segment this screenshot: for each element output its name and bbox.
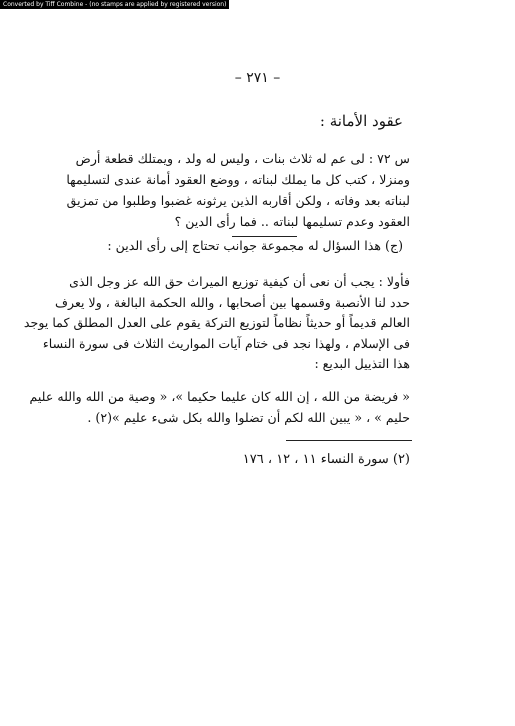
- question-paragraph: [66, 148, 410, 232]
- footnote-divider: [286, 440, 412, 441]
- answer-line: فأولا : يجب أن نعى أن كيفية توزيع الميراث حق الله عز وجل الذى: [69, 274, 410, 289]
- verse-line: حليم » ، « يبين الله لكم أن تضلوا والله بكل شىء عليم »(٢) .: [87, 410, 410, 425]
- answer-line: العالم قديماً أو حديثاً نظاماً لتوزيع التركة يقوم على العدل المطلق كما يوجد: [23, 315, 410, 330]
- converter-watermark: Converted by Tiff Combine - (no stamps are applied by registered version): [0, 0, 229, 9]
- answer-intro: (ج) هذا السؤال له مجموعة جوانب تحتاج إلى رأى الدين :: [107, 238, 403, 253]
- answer-paragraph: [23, 272, 410, 375]
- answer-line: حدد لنا الأنصبة وقسمها بين أصحابها ، والله الحكمة البالغة ، ولا يعرف: [54, 294, 410, 310]
- divider-line: [232, 236, 297, 237]
- question-line: س ٧٢ : لى عم له ثلاث بنات ، وليس له ولد ، ويمتلك قطعة أرض: [75, 151, 410, 166]
- question-line: العقود وعدم تسليمها لبناته .. فما رأى الدين ؟: [174, 214, 410, 229]
- verse-line: « فريضة من الله ، إن الله كان عليما حكيما »، « وصية من الله والله عليم: [29, 389, 410, 404]
- answer-line: فى الإسلام ، ولهذا نجد فى ختام آيات المواريث الثلاث فى سورة النساء: [42, 335, 410, 351]
- answer-line: هذا التذييل البديع :: [314, 356, 410, 371]
- section-heading: عقود الأمانة :: [319, 112, 403, 130]
- page-number: – ٢٧١ –: [234, 70, 281, 86]
- footnote: (٢) سورة النساء ١١ ، ١٢ ، ١٧٦: [242, 452, 410, 467]
- question-line: لبناته بعد وفاته ، ولكن أقاربه الذين يرثونه غضبوا وطلبوا من تمزيق: [66, 193, 410, 208]
- question-line: ومنزلا ، كتب كل ما يملك لبناته ، ووضع العقود أمانة عندى لتسليمها: [66, 172, 410, 187]
- quranic-verses: [29, 386, 410, 428]
